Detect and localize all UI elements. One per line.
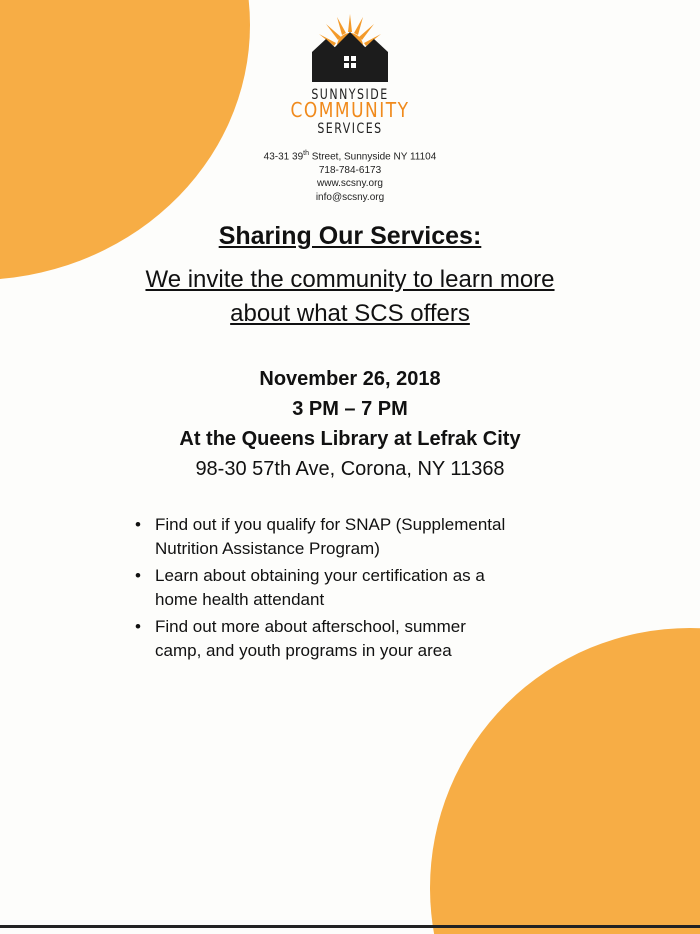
address-line bbox=[200, 147, 500, 164]
phone-number: 718-784-6173 bbox=[318, 164, 382, 176]
bullet-icon: • bbox=[135, 617, 141, 636]
event-venue: At the Queens Library at Lefrak City bbox=[179, 428, 521, 450]
houses-sunrise-icon bbox=[310, 12, 390, 84]
address-suffix: th bbox=[303, 150, 309, 157]
list-item-line2: home health attendant bbox=[155, 590, 325, 609]
address-number: 43-31 39 bbox=[263, 151, 304, 163]
headline: Sharing Our Services: bbox=[218, 222, 482, 250]
list-item bbox=[131, 513, 601, 561]
event-time: 3 PM – 7 PM bbox=[292, 398, 408, 420]
benefits-list bbox=[131, 513, 601, 666]
event-date: November 26, 2018 bbox=[259, 368, 441, 390]
event-address: 98-30 57th Ave, Corona, NY 11368 bbox=[195, 458, 505, 480]
org-name-line1: SUNNYSIDE bbox=[311, 86, 389, 103]
list-item-line2: Nutrition Assistance Program) bbox=[155, 539, 380, 558]
list-item-line1: Find out if you qualify for SNAP (Supplemental bbox=[155, 515, 506, 534]
address-rest: Street, Sunnyside NY 11104 bbox=[309, 151, 437, 163]
list-item-line1: Learn about obtaining your certification as a bbox=[155, 566, 485, 585]
bottom-border-line bbox=[0, 925, 700, 928]
bullet-icon: • bbox=[135, 515, 141, 534]
list-item bbox=[131, 564, 601, 612]
decorative-orange-circle-bottom-right bbox=[430, 628, 700, 934]
contact-block bbox=[200, 147, 500, 204]
subheadline-line2: about what SCS offers bbox=[230, 300, 470, 327]
list-item-line2: camp, and youth programs in your area bbox=[155, 641, 452, 660]
subheadline bbox=[60, 263, 640, 331]
website-link[interactable]: www.scsny.org bbox=[317, 178, 383, 190]
list-item bbox=[131, 615, 601, 663]
org-name-line3: SERVICES bbox=[317, 120, 383, 137]
list-item-line1: Find out more about afterschool, summer bbox=[155, 617, 466, 636]
bullet-icon: • bbox=[135, 566, 141, 585]
subheadline-line1: We invite the community to learn more bbox=[145, 266, 555, 293]
email-link[interactable]: info@scsny.org bbox=[315, 191, 385, 203]
org-name-line2: COMMUNITY bbox=[290, 99, 410, 123]
